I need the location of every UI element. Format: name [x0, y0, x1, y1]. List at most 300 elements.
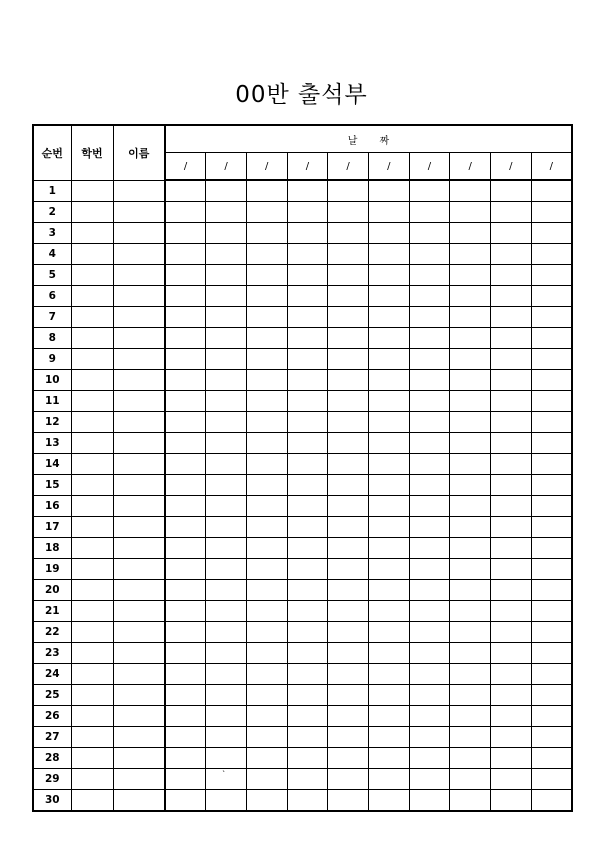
attendance-cell[interactable]	[531, 328, 572, 349]
name-cell[interactable]	[113, 685, 165, 706]
attendance-cell[interactable]	[165, 307, 206, 328]
attendance-cell[interactable]	[531, 433, 572, 454]
attendance-cell[interactable]	[409, 643, 450, 664]
attendance-cell[interactable]	[206, 328, 247, 349]
attendance-cell[interactable]	[328, 643, 369, 664]
attendance-cell[interactable]	[491, 370, 532, 391]
attendance-cell[interactable]	[450, 454, 491, 475]
attendance-cell[interactable]	[328, 349, 369, 370]
attendance-cell[interactable]	[491, 180, 532, 202]
attendance-cell[interactable]	[531, 370, 572, 391]
attendance-cell[interactable]	[328, 769, 369, 790]
attendance-cell[interactable]	[409, 790, 450, 812]
attendance-cell[interactable]	[287, 370, 328, 391]
attendance-cell[interactable]	[368, 475, 409, 496]
attendance-cell[interactable]	[531, 664, 572, 685]
attendance-cell[interactable]	[287, 601, 328, 622]
date-slot[interactable]: /	[206, 153, 247, 181]
attendance-cell[interactable]	[409, 685, 450, 706]
name-cell[interactable]	[113, 370, 165, 391]
student-id-cell[interactable]	[71, 496, 113, 517]
attendance-cell[interactable]	[531, 180, 572, 202]
date-slot[interactable]: /	[246, 153, 287, 181]
attendance-cell[interactable]	[328, 286, 369, 307]
attendance-cell[interactable]	[246, 727, 287, 748]
attendance-cell[interactable]	[206, 664, 247, 685]
attendance-cell[interactable]	[409, 706, 450, 727]
attendance-cell[interactable]	[368, 580, 409, 601]
attendance-cell[interactable]	[206, 223, 247, 244]
attendance-cell[interactable]	[368, 244, 409, 265]
attendance-cell[interactable]	[531, 643, 572, 664]
date-slot[interactable]: /	[450, 153, 491, 181]
attendance-cell[interactable]	[246, 412, 287, 433]
attendance-cell[interactable]	[287, 643, 328, 664]
attendance-cell[interactable]	[450, 517, 491, 538]
attendance-cell[interactable]	[491, 748, 532, 769]
attendance-cell[interactable]	[206, 559, 247, 580]
attendance-cell[interactable]	[450, 748, 491, 769]
attendance-cell[interactable]	[450, 769, 491, 790]
attendance-cell[interactable]	[206, 643, 247, 664]
attendance-cell[interactable]	[491, 202, 532, 223]
attendance-cell[interactable]	[368, 286, 409, 307]
attendance-cell[interactable]	[287, 391, 328, 412]
attendance-cell[interactable]	[287, 349, 328, 370]
attendance-cell[interactable]	[450, 496, 491, 517]
student-id-cell[interactable]	[71, 412, 113, 433]
attendance-cell[interactable]	[328, 580, 369, 601]
student-id-cell[interactable]	[71, 538, 113, 559]
attendance-cell[interactable]	[368, 748, 409, 769]
attendance-cell[interactable]	[165, 601, 206, 622]
attendance-cell[interactable]	[491, 706, 532, 727]
attendance-cell[interactable]	[328, 391, 369, 412]
name-cell[interactable]	[113, 286, 165, 307]
attendance-cell[interactable]	[328, 664, 369, 685]
attendance-cell[interactable]	[491, 454, 532, 475]
student-id-cell[interactable]	[71, 580, 113, 601]
attendance-cell[interactable]	[165, 790, 206, 812]
attendance-cell[interactable]	[491, 475, 532, 496]
attendance-cell[interactable]	[409, 517, 450, 538]
attendance-cell[interactable]	[287, 727, 328, 748]
student-id-cell[interactable]	[71, 286, 113, 307]
attendance-cell[interactable]	[165, 475, 206, 496]
attendance-cell[interactable]	[328, 538, 369, 559]
attendance-cell[interactable]	[287, 412, 328, 433]
attendance-cell[interactable]	[328, 307, 369, 328]
attendance-cell[interactable]	[287, 538, 328, 559]
attendance-cell[interactable]	[531, 517, 572, 538]
attendance-cell[interactable]	[165, 349, 206, 370]
name-cell[interactable]	[113, 664, 165, 685]
attendance-cell[interactable]	[450, 790, 491, 812]
attendance-cell[interactable]	[328, 559, 369, 580]
attendance-cell[interactable]	[409, 727, 450, 748]
attendance-cell[interactable]	[491, 328, 532, 349]
attendance-cell[interactable]	[450, 622, 491, 643]
attendance-cell[interactable]	[328, 265, 369, 286]
attendance-cell[interactable]	[287, 769, 328, 790]
attendance-cell[interactable]	[328, 517, 369, 538]
attendance-cell[interactable]	[368, 685, 409, 706]
student-id-cell[interactable]	[71, 664, 113, 685]
attendance-cell[interactable]	[409, 223, 450, 244]
attendance-cell[interactable]	[165, 180, 206, 202]
attendance-cell[interactable]	[165, 202, 206, 223]
attendance-cell[interactable]	[165, 496, 206, 517]
attendance-cell[interactable]	[246, 748, 287, 769]
attendance-cell[interactable]	[409, 244, 450, 265]
attendance-cell[interactable]	[491, 580, 532, 601]
attendance-cell[interactable]	[206, 685, 247, 706]
attendance-cell[interactable]	[328, 180, 369, 202]
name-cell[interactable]	[113, 265, 165, 286]
attendance-cell[interactable]	[328, 475, 369, 496]
attendance-cell[interactable]	[531, 244, 572, 265]
student-id-cell[interactable]	[71, 433, 113, 454]
attendance-cell[interactable]	[246, 601, 287, 622]
attendance-cell[interactable]	[246, 685, 287, 706]
attendance-cell[interactable]	[165, 412, 206, 433]
attendance-cell[interactable]	[368, 790, 409, 812]
attendance-cell[interactable]	[531, 538, 572, 559]
attendance-cell[interactable]	[246, 370, 287, 391]
attendance-cell[interactable]	[165, 370, 206, 391]
date-slot[interactable]: /	[287, 153, 328, 181]
attendance-cell[interactable]	[368, 412, 409, 433]
attendance-cell[interactable]	[206, 622, 247, 643]
attendance-cell[interactable]	[450, 202, 491, 223]
attendance-cell[interactable]	[409, 769, 450, 790]
attendance-cell[interactable]	[206, 286, 247, 307]
student-id-cell[interactable]	[71, 307, 113, 328]
attendance-cell[interactable]	[531, 412, 572, 433]
attendance-cell[interactable]	[246, 475, 287, 496]
student-id-cell[interactable]	[71, 706, 113, 727]
attendance-cell[interactable]	[206, 475, 247, 496]
attendance-cell[interactable]	[165, 433, 206, 454]
attendance-cell[interactable]	[287, 328, 328, 349]
name-cell[interactable]	[113, 391, 165, 412]
attendance-cell[interactable]	[491, 307, 532, 328]
name-cell[interactable]	[113, 580, 165, 601]
student-id-cell[interactable]	[71, 727, 113, 748]
attendance-cell[interactable]	[450, 391, 491, 412]
student-id-cell[interactable]	[71, 790, 113, 812]
attendance-cell[interactable]	[491, 496, 532, 517]
name-cell[interactable]	[113, 433, 165, 454]
attendance-cell[interactable]	[287, 685, 328, 706]
attendance-cell[interactable]	[246, 664, 287, 685]
attendance-cell[interactable]	[450, 559, 491, 580]
name-cell[interactable]	[113, 496, 165, 517]
attendance-cell[interactable]	[531, 391, 572, 412]
attendance-cell[interactable]	[450, 244, 491, 265]
attendance-cell[interactable]	[491, 685, 532, 706]
attendance-cell[interactable]	[368, 517, 409, 538]
date-slot[interactable]: /	[328, 153, 369, 181]
attendance-cell[interactable]	[368, 307, 409, 328]
name-cell[interactable]	[113, 727, 165, 748]
attendance-cell[interactable]	[450, 307, 491, 328]
attendance-cell[interactable]	[368, 265, 409, 286]
attendance-cell[interactable]	[328, 433, 369, 454]
attendance-cell[interactable]	[491, 601, 532, 622]
attendance-cell[interactable]	[206, 727, 247, 748]
attendance-cell[interactable]	[531, 769, 572, 790]
attendance-cell[interactable]	[165, 727, 206, 748]
attendance-cell[interactable]	[450, 328, 491, 349]
name-cell[interactable]	[113, 244, 165, 265]
attendance-cell[interactable]	[409, 496, 450, 517]
attendance-cell[interactable]	[165, 286, 206, 307]
attendance-cell[interactable]	[409, 391, 450, 412]
attendance-cell[interactable]	[246, 202, 287, 223]
attendance-cell[interactable]	[206, 769, 247, 790]
name-cell[interactable]	[113, 412, 165, 433]
attendance-cell[interactable]	[206, 496, 247, 517]
attendance-cell[interactable]	[328, 601, 369, 622]
student-id-cell[interactable]	[71, 475, 113, 496]
date-slot[interactable]: /	[165, 153, 206, 181]
attendance-cell[interactable]	[368, 622, 409, 643]
attendance-cell[interactable]	[531, 559, 572, 580]
attendance-cell[interactable]	[409, 328, 450, 349]
attendance-cell[interactable]	[491, 538, 532, 559]
attendance-cell[interactable]	[165, 223, 206, 244]
attendance-cell[interactable]	[368, 202, 409, 223]
attendance-cell[interactable]	[206, 244, 247, 265]
attendance-cell[interactable]	[165, 559, 206, 580]
student-id-cell[interactable]	[71, 769, 113, 790]
attendance-cell[interactable]	[165, 391, 206, 412]
attendance-cell[interactable]	[409, 286, 450, 307]
attendance-cell[interactable]	[491, 244, 532, 265]
attendance-cell[interactable]	[206, 391, 247, 412]
attendance-cell[interactable]	[246, 349, 287, 370]
attendance-cell[interactable]	[328, 706, 369, 727]
attendance-cell[interactable]	[450, 223, 491, 244]
name-cell[interactable]	[113, 622, 165, 643]
attendance-cell[interactable]	[450, 580, 491, 601]
attendance-cell[interactable]	[491, 433, 532, 454]
attendance-cell[interactable]	[287, 433, 328, 454]
attendance-cell[interactable]	[531, 475, 572, 496]
student-id-cell[interactable]	[71, 685, 113, 706]
attendance-cell[interactable]	[246, 790, 287, 812]
attendance-cell[interactable]	[246, 307, 287, 328]
name-cell[interactable]	[113, 538, 165, 559]
student-id-cell[interactable]	[71, 265, 113, 286]
attendance-cell[interactable]	[165, 265, 206, 286]
attendance-cell[interactable]	[246, 433, 287, 454]
attendance-cell[interactable]	[491, 622, 532, 643]
attendance-cell[interactable]	[450, 349, 491, 370]
attendance-cell[interactable]	[165, 685, 206, 706]
attendance-cell[interactable]	[287, 622, 328, 643]
attendance-cell[interactable]	[368, 538, 409, 559]
attendance-cell[interactable]	[287, 454, 328, 475]
name-cell[interactable]	[113, 748, 165, 769]
student-id-cell[interactable]	[71, 391, 113, 412]
attendance-cell[interactable]	[531, 601, 572, 622]
attendance-cell[interactable]	[531, 790, 572, 812]
attendance-cell[interactable]	[246, 580, 287, 601]
attendance-cell[interactable]	[246, 538, 287, 559]
name-cell[interactable]	[113, 643, 165, 664]
attendance-cell[interactable]	[287, 496, 328, 517]
attendance-cell[interactable]	[368, 769, 409, 790]
attendance-cell[interactable]	[450, 538, 491, 559]
name-cell[interactable]	[113, 769, 165, 790]
attendance-cell[interactable]	[246, 223, 287, 244]
attendance-cell[interactable]	[246, 559, 287, 580]
attendance-cell[interactable]	[450, 265, 491, 286]
attendance-cell[interactable]	[491, 559, 532, 580]
attendance-cell[interactable]	[246, 496, 287, 517]
attendance-cell[interactable]	[287, 580, 328, 601]
attendance-cell[interactable]	[368, 180, 409, 202]
attendance-cell[interactable]	[206, 748, 247, 769]
attendance-cell[interactable]	[206, 517, 247, 538]
attendance-cell[interactable]	[287, 559, 328, 580]
student-id-cell[interactable]	[71, 370, 113, 391]
attendance-cell[interactable]	[450, 475, 491, 496]
attendance-cell[interactable]	[287, 223, 328, 244]
attendance-cell[interactable]	[165, 769, 206, 790]
attendance-cell[interactable]	[531, 748, 572, 769]
attendance-cell[interactable]	[328, 328, 369, 349]
name-cell[interactable]	[113, 349, 165, 370]
attendance-cell[interactable]	[491, 517, 532, 538]
attendance-cell[interactable]	[409, 202, 450, 223]
attendance-cell[interactable]	[246, 265, 287, 286]
attendance-cell[interactable]	[206, 307, 247, 328]
attendance-cell[interactable]	[246, 454, 287, 475]
attendance-cell[interactable]	[165, 748, 206, 769]
attendance-cell[interactable]	[368, 643, 409, 664]
date-slot[interactable]: /	[409, 153, 450, 181]
attendance-cell[interactable]	[491, 391, 532, 412]
name-cell[interactable]	[113, 328, 165, 349]
attendance-cell[interactable]	[246, 286, 287, 307]
name-cell[interactable]	[113, 601, 165, 622]
attendance-cell[interactable]	[531, 727, 572, 748]
attendance-cell[interactable]	[287, 517, 328, 538]
attendance-cell[interactable]	[409, 265, 450, 286]
attendance-cell[interactable]	[287, 286, 328, 307]
attendance-cell[interactable]	[328, 244, 369, 265]
student-id-cell[interactable]	[71, 559, 113, 580]
attendance-cell[interactable]	[491, 643, 532, 664]
attendance-cell[interactable]	[246, 706, 287, 727]
attendance-cell[interactable]	[491, 286, 532, 307]
attendance-cell[interactable]	[328, 370, 369, 391]
attendance-cell[interactable]	[368, 601, 409, 622]
attendance-cell[interactable]	[246, 769, 287, 790]
name-cell[interactable]	[113, 475, 165, 496]
attendance-cell[interactable]	[287, 244, 328, 265]
name-cell[interactable]	[113, 517, 165, 538]
attendance-cell[interactable]	[368, 328, 409, 349]
attendance-cell[interactable]	[328, 454, 369, 475]
name-cell[interactable]	[113, 559, 165, 580]
attendance-cell[interactable]	[531, 580, 572, 601]
attendance-cell[interactable]	[287, 706, 328, 727]
attendance-cell[interactable]	[165, 328, 206, 349]
attendance-cell[interactable]	[246, 622, 287, 643]
attendance-cell[interactable]	[368, 559, 409, 580]
attendance-cell[interactable]	[368, 727, 409, 748]
attendance-cell[interactable]	[531, 223, 572, 244]
attendance-cell[interactable]	[165, 538, 206, 559]
attendance-cell[interactable]	[368, 454, 409, 475]
attendance-cell[interactable]	[409, 349, 450, 370]
attendance-cell[interactable]	[287, 180, 328, 202]
attendance-cell[interactable]	[409, 454, 450, 475]
attendance-cell[interactable]	[328, 202, 369, 223]
attendance-cell[interactable]	[328, 790, 369, 812]
attendance-cell[interactable]	[368, 706, 409, 727]
student-id-cell[interactable]	[71, 202, 113, 223]
student-id-cell[interactable]	[71, 517, 113, 538]
attendance-cell[interactable]	[328, 748, 369, 769]
attendance-cell[interactable]	[491, 265, 532, 286]
attendance-cell[interactable]	[491, 727, 532, 748]
attendance-cell[interactable]	[165, 643, 206, 664]
attendance-cell[interactable]	[328, 685, 369, 706]
student-id-cell[interactable]	[71, 223, 113, 244]
attendance-cell[interactable]	[531, 454, 572, 475]
attendance-cell[interactable]	[206, 454, 247, 475]
attendance-cell[interactable]	[368, 433, 409, 454]
name-cell[interactable]	[113, 180, 165, 202]
student-id-cell[interactable]	[71, 643, 113, 664]
attendance-cell[interactable]	[450, 727, 491, 748]
attendance-cell[interactable]	[246, 391, 287, 412]
attendance-cell[interactable]	[165, 706, 206, 727]
attendance-cell[interactable]	[165, 454, 206, 475]
attendance-cell[interactable]	[206, 538, 247, 559]
attendance-cell[interactable]	[409, 622, 450, 643]
attendance-cell[interactable]	[246, 517, 287, 538]
attendance-cell[interactable]	[409, 433, 450, 454]
attendance-cell[interactable]	[531, 307, 572, 328]
student-id-cell[interactable]	[71, 748, 113, 769]
attendance-cell[interactable]	[409, 412, 450, 433]
attendance-cell[interactable]	[409, 559, 450, 580]
attendance-cell[interactable]	[328, 622, 369, 643]
attendance-cell[interactable]	[328, 496, 369, 517]
attendance-cell[interactable]	[206, 349, 247, 370]
attendance-cell[interactable]	[409, 538, 450, 559]
attendance-cell[interactable]	[368, 496, 409, 517]
attendance-cell[interactable]	[531, 202, 572, 223]
attendance-cell[interactable]	[246, 328, 287, 349]
attendance-cell[interactable]	[450, 412, 491, 433]
name-cell[interactable]	[113, 790, 165, 812]
attendance-cell[interactable]	[368, 223, 409, 244]
attendance-cell[interactable]	[531, 622, 572, 643]
attendance-cell[interactable]	[287, 202, 328, 223]
attendance-cell[interactable]	[409, 307, 450, 328]
attendance-cell[interactable]	[531, 685, 572, 706]
attendance-cell[interactable]	[287, 748, 328, 769]
attendance-cell[interactable]	[491, 769, 532, 790]
attendance-cell[interactable]	[450, 706, 491, 727]
